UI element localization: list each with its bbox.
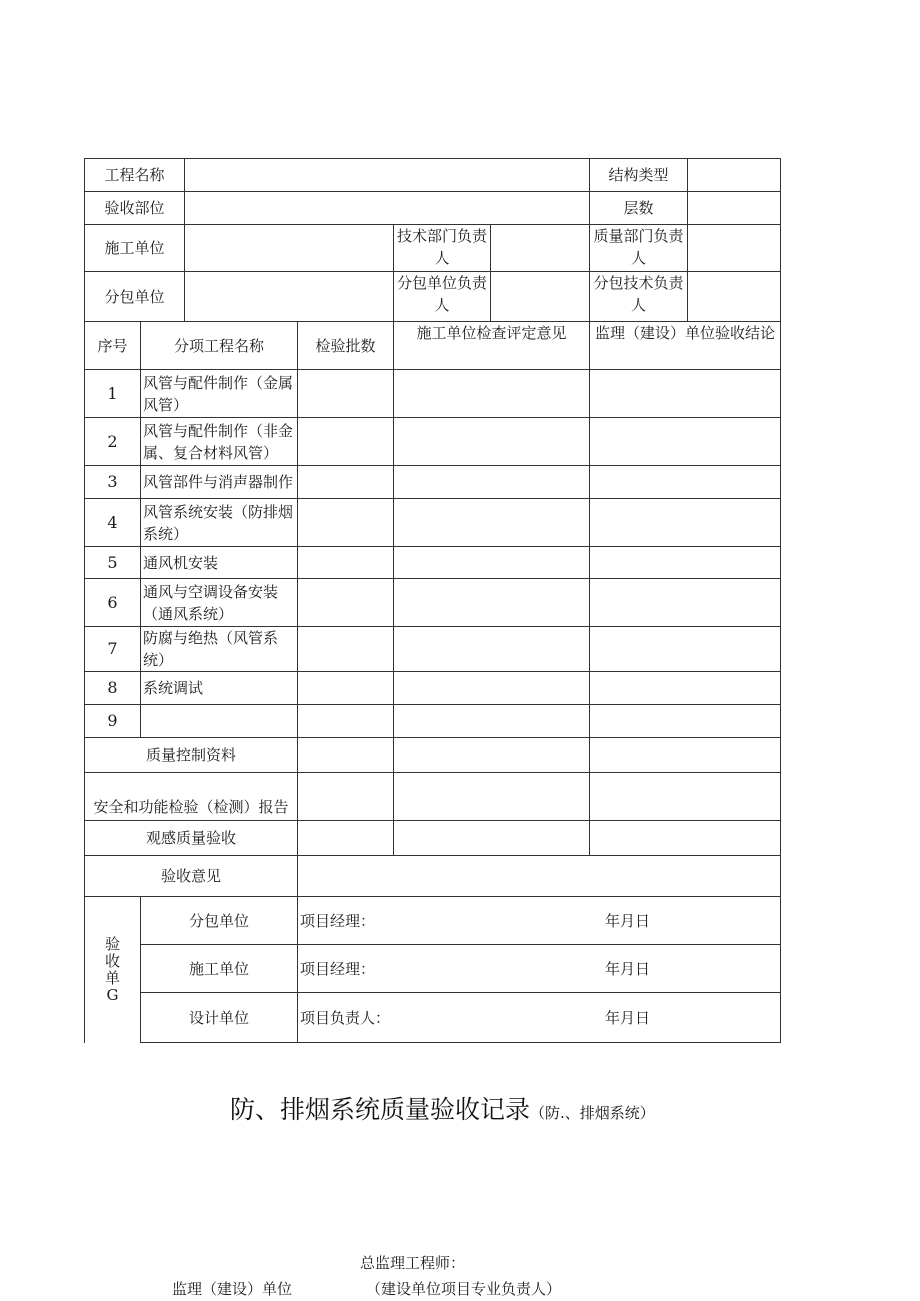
acceptance-part-label: 验收部位 (85, 192, 185, 225)
construction-unit-label: 施工单位 (85, 225, 185, 272)
signoff-role: 项目经理： (300, 911, 376, 930)
signoff-unit: 施工单位 (141, 945, 298, 993)
quality-docs-opinion-cell[interactable] (394, 738, 590, 773)
table-row (85, 499, 781, 547)
construction-opinion-cell[interactable] (394, 547, 590, 579)
tech-dept-head-value[interactable] (491, 225, 590, 272)
item-no: 3 (85, 466, 141, 499)
construction-opinion-cell[interactable] (394, 672, 590, 705)
safety-report-label: 安全和功能检验（检测）报告 (85, 773, 298, 821)
item-name: 通风机安装 (141, 547, 298, 579)
signoff-side-label: 验收单 G (104, 934, 120, 1004)
title-main: 防、排烟系统质量验收记录 (230, 1095, 531, 1124)
supervision-conclusion-cell[interactable] (590, 579, 781, 627)
signoff-unit: 分包单位 (141, 897, 298, 945)
item-no: 2 (85, 418, 141, 466)
opinion-value[interactable] (298, 856, 781, 897)
chief-engineer-label: 总监理工程师： (360, 1254, 466, 1272)
batch-count-cell[interactable] (298, 705, 394, 738)
batch-count-cell[interactable] (298, 547, 394, 579)
item-no: 8 (85, 672, 141, 705)
supervision-conclusion-cell[interactable] (590, 499, 781, 547)
supervision-conclusion-cell[interactable] (590, 547, 781, 579)
supervision-unit-label: 监理（建设）单位 (172, 1280, 293, 1298)
item-name: 通风与空调设备安装（通风系统） (141, 579, 298, 627)
appearance-batch-cell[interactable] (298, 821, 394, 856)
batch-count-cell[interactable] (298, 579, 394, 627)
table-row (85, 579, 781, 627)
quality-dept-head-value[interactable] (688, 225, 781, 272)
table-row (85, 672, 781, 705)
acceptance-form-table (84, 158, 781, 1043)
item-name: 风管与配件制作（金属风管） (141, 370, 298, 418)
item-no: 1 (85, 370, 141, 418)
project-name-value[interactable] (185, 159, 590, 192)
item-name: 防腐与绝热（风管系统） (141, 627, 298, 672)
table-row (85, 547, 781, 579)
item-no: 9 (85, 705, 141, 738)
item-no: 7 (85, 627, 141, 672)
construction-opinion-cell[interactable] (394, 499, 590, 547)
safety-report-conclusion-cell[interactable] (590, 773, 781, 821)
safety-report-opinion-cell[interactable] (394, 773, 590, 821)
opinion-label: 验收意见 (85, 856, 298, 897)
acceptance-part-value[interactable] (185, 192, 590, 225)
quality-docs-batch-cell[interactable] (298, 738, 394, 773)
appearance-conclusion-cell[interactable] (590, 821, 781, 856)
supervision-conclusion-cell[interactable] (590, 705, 781, 738)
batch-count-cell[interactable] (298, 672, 394, 705)
signoff-line[interactable] (298, 945, 781, 993)
item-name: 风管与配件制作（非金属、复合材料风管） (141, 418, 298, 466)
structure-type-value[interactable] (688, 159, 781, 192)
item-name: 系统调试 (141, 672, 298, 705)
signoff-role: 项目负责人： (300, 1008, 391, 1027)
signoff-date: 年月日 (604, 911, 650, 930)
subcontract-tech-head-value[interactable] (688, 272, 781, 322)
quality-docs-label: 质量控制资料 (85, 738, 298, 773)
batch-count-cell[interactable] (298, 627, 394, 672)
subcontract-unit-label: 分包单位 (85, 272, 185, 322)
subcontract-tech-head-label: 分包技术负责人 (590, 272, 688, 322)
item-no: 5 (85, 547, 141, 579)
floors-value[interactable] (688, 192, 781, 225)
batch-count-cell[interactable] (298, 466, 394, 499)
subcontract-head-label: 分包单位负责人 (394, 272, 491, 322)
table-row (85, 627, 781, 672)
subcontract-head-value[interactable] (491, 272, 590, 322)
construction-opinion-cell[interactable] (394, 370, 590, 418)
supervision-conclusion-cell[interactable] (590, 370, 781, 418)
subcontract-unit-value[interactable] (185, 272, 394, 322)
supervision-conclusion-cell[interactable] (590, 627, 781, 672)
owner-rep-label: （建设单位项目专业负责人） (366, 1280, 562, 1298)
signoff-side-label-cell (85, 897, 141, 1043)
signoff-date: 年月日 (604, 1008, 650, 1027)
page-title (230, 1090, 655, 1126)
batch-count-cell[interactable] (298, 499, 394, 547)
title-sub: （防.、排烟系统） (530, 1104, 655, 1122)
col-item-name-header: 分项工程名称 (141, 322, 298, 370)
construction-opinion-cell[interactable] (394, 579, 590, 627)
signoff-line[interactable] (298, 993, 781, 1043)
construction-unit-value[interactable] (185, 225, 394, 272)
appearance-label: 观感质量验收 (85, 821, 298, 856)
construction-opinion-cell[interactable] (394, 705, 590, 738)
batch-count-cell[interactable] (298, 370, 394, 418)
batch-count-cell[interactable] (298, 418, 394, 466)
signoff-unit: 设计单位 (141, 993, 298, 1043)
item-name: 风管部件与消声器制作 (141, 466, 298, 499)
tech-dept-head-label: 技术部门负责人 (394, 225, 491, 272)
table-row (85, 705, 781, 738)
construction-opinion-cell[interactable] (394, 418, 590, 466)
col-batch-count-header: 检验批数 (298, 322, 394, 370)
signoff-date: 年月日 (604, 959, 650, 978)
item-no: 6 (85, 579, 141, 627)
signoff-role: 项目经理： (300, 959, 376, 978)
supervision-conclusion-cell[interactable] (590, 466, 781, 499)
item-name[interactable] (141, 705, 298, 738)
construction-opinion-cell[interactable] (394, 466, 590, 499)
safety-report-batch-cell[interactable] (298, 773, 394, 821)
supervision-conclusion-cell[interactable] (590, 672, 781, 705)
col-construction-opinion-header: 施工单位检查评定意见 (394, 322, 590, 370)
signoff-line[interactable] (298, 897, 781, 945)
table-row (85, 466, 781, 499)
quality-docs-conclusion-cell[interactable] (590, 738, 781, 773)
item-no: 4 (85, 499, 141, 547)
construction-opinion-cell[interactable] (394, 627, 590, 672)
col-seq-header: 序号 (85, 322, 141, 370)
appearance-opinion-cell[interactable] (394, 821, 590, 856)
table-row (85, 370, 781, 418)
quality-dept-head-label: 质量部门负责人 (590, 225, 688, 272)
item-name: 风管系统安装（防排烟系统） (141, 499, 298, 547)
supervision-conclusion-cell[interactable] (590, 418, 781, 466)
table-row (85, 418, 781, 466)
structure-type-label: 结构类型 (590, 159, 688, 192)
floors-label: 层数 (590, 192, 688, 225)
col-supervision-conclusion-header: 监理（建设）单位验收结论 (590, 322, 781, 370)
project-name-label: 工程名称 (85, 159, 185, 192)
